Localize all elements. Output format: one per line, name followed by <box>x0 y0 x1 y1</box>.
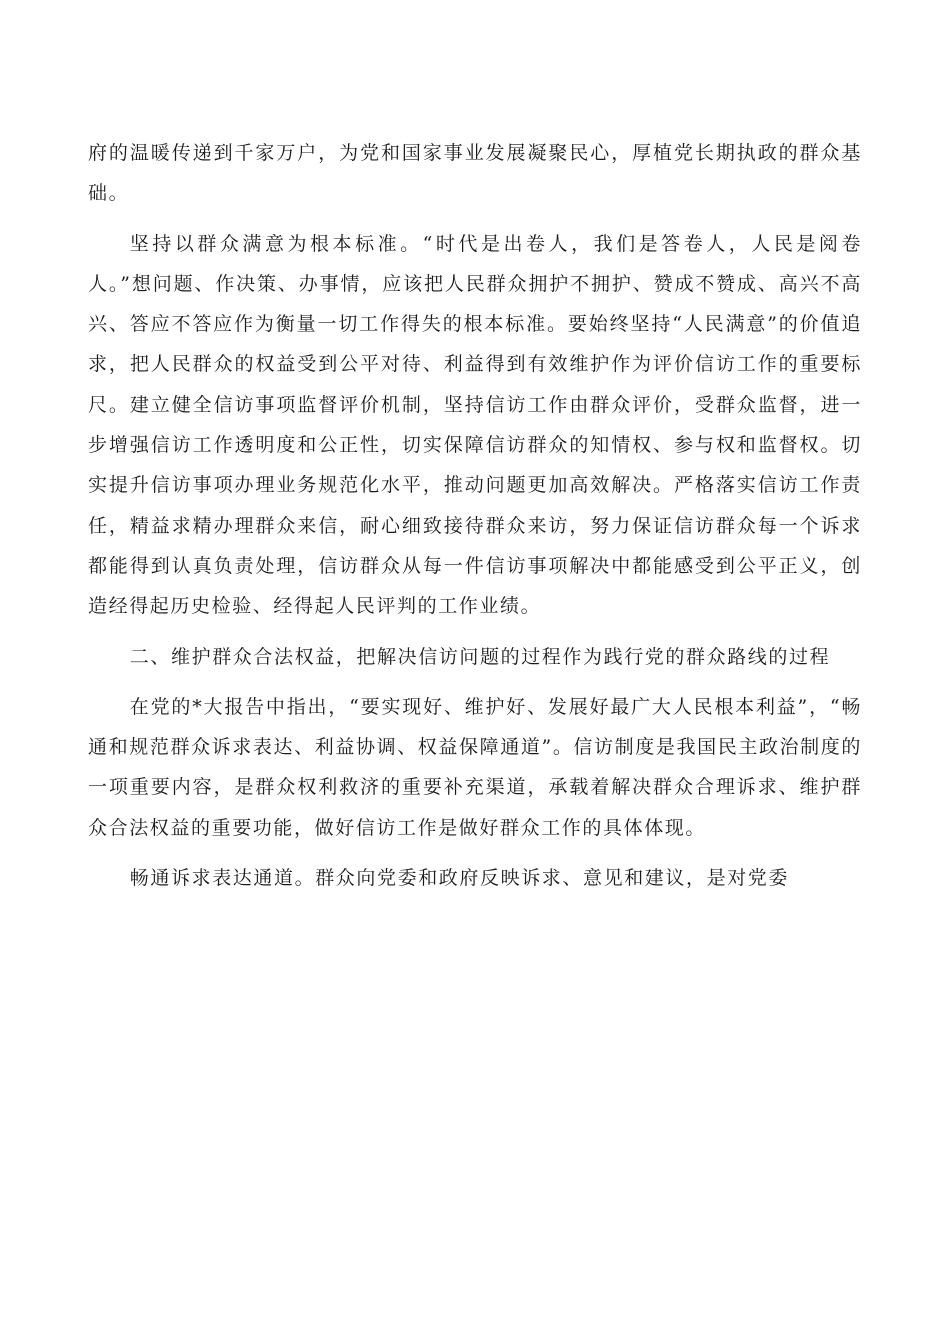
paragraph-petition-channel: 畅通诉求表达通道。群众向党委和政府反映诉求、意见和建议，是对党委 <box>129 867 789 890</box>
paragraph-party-report: 在党的*大报告中指出，“要实现好、维护好、发展好最广大人民根本利益”，“畅通和规范群众诉求表达、利益协调、权益保障通道”。信访制度是我国民主政治制度的一项重要内容，是群众权利救济的重要补充渠道，承载着解决群众合理诉求、维护群众合法权益的重要功能，做好信访工作是做好群众工作的具体体现。 <box>88 695 862 839</box>
document-body <box>88 133 862 898</box>
section-heading-two: 二、维护群众合法权益，把解决信访问题的过程作为践行党的群众路线的过程 <box>129 645 831 668</box>
paragraph-satisfaction-standard: 坚持以群众满意为根本标准。“时代是出卷人，我们是答卷人，人民是阅卷人。”想问题、作决策、办事情，应该把人民群众拥护不拥护、赞成不赞成、高兴不高兴、答应不答应作为衡量一切工作得失的根本标准。要始终坚持“人民满意”的价值追求，把人民群众的权益受到公平对待、利益得到有效维护作为评价信访工作的重要标尺。建立健全信访事项监督评价机制，坚持信访工作由群众评价，受群众监督，进一步增强信访工作透明度和公正性，切实保障信访群众的知情权、参与权和监督权。切实提升信访事项办理业务规范化水平，推动问题更加高效解决。严格落实信访工作责任，精益求精办理群众来信，耐心细致接待群众来访，努力保证信访群众每一个诉求都能得到认真负责处理，信访群众从每一件信访事项解决中都能感受到公平正义，创造经得起历史检验、经得起人民评判的工作业绩。 <box>88 232 862 618</box>
paragraph-continuation: 府的温暖传递到千家万户，为党和国家事业发展凝聚民心，厚植党长期执政的群众基础。 <box>88 142 862 205</box>
